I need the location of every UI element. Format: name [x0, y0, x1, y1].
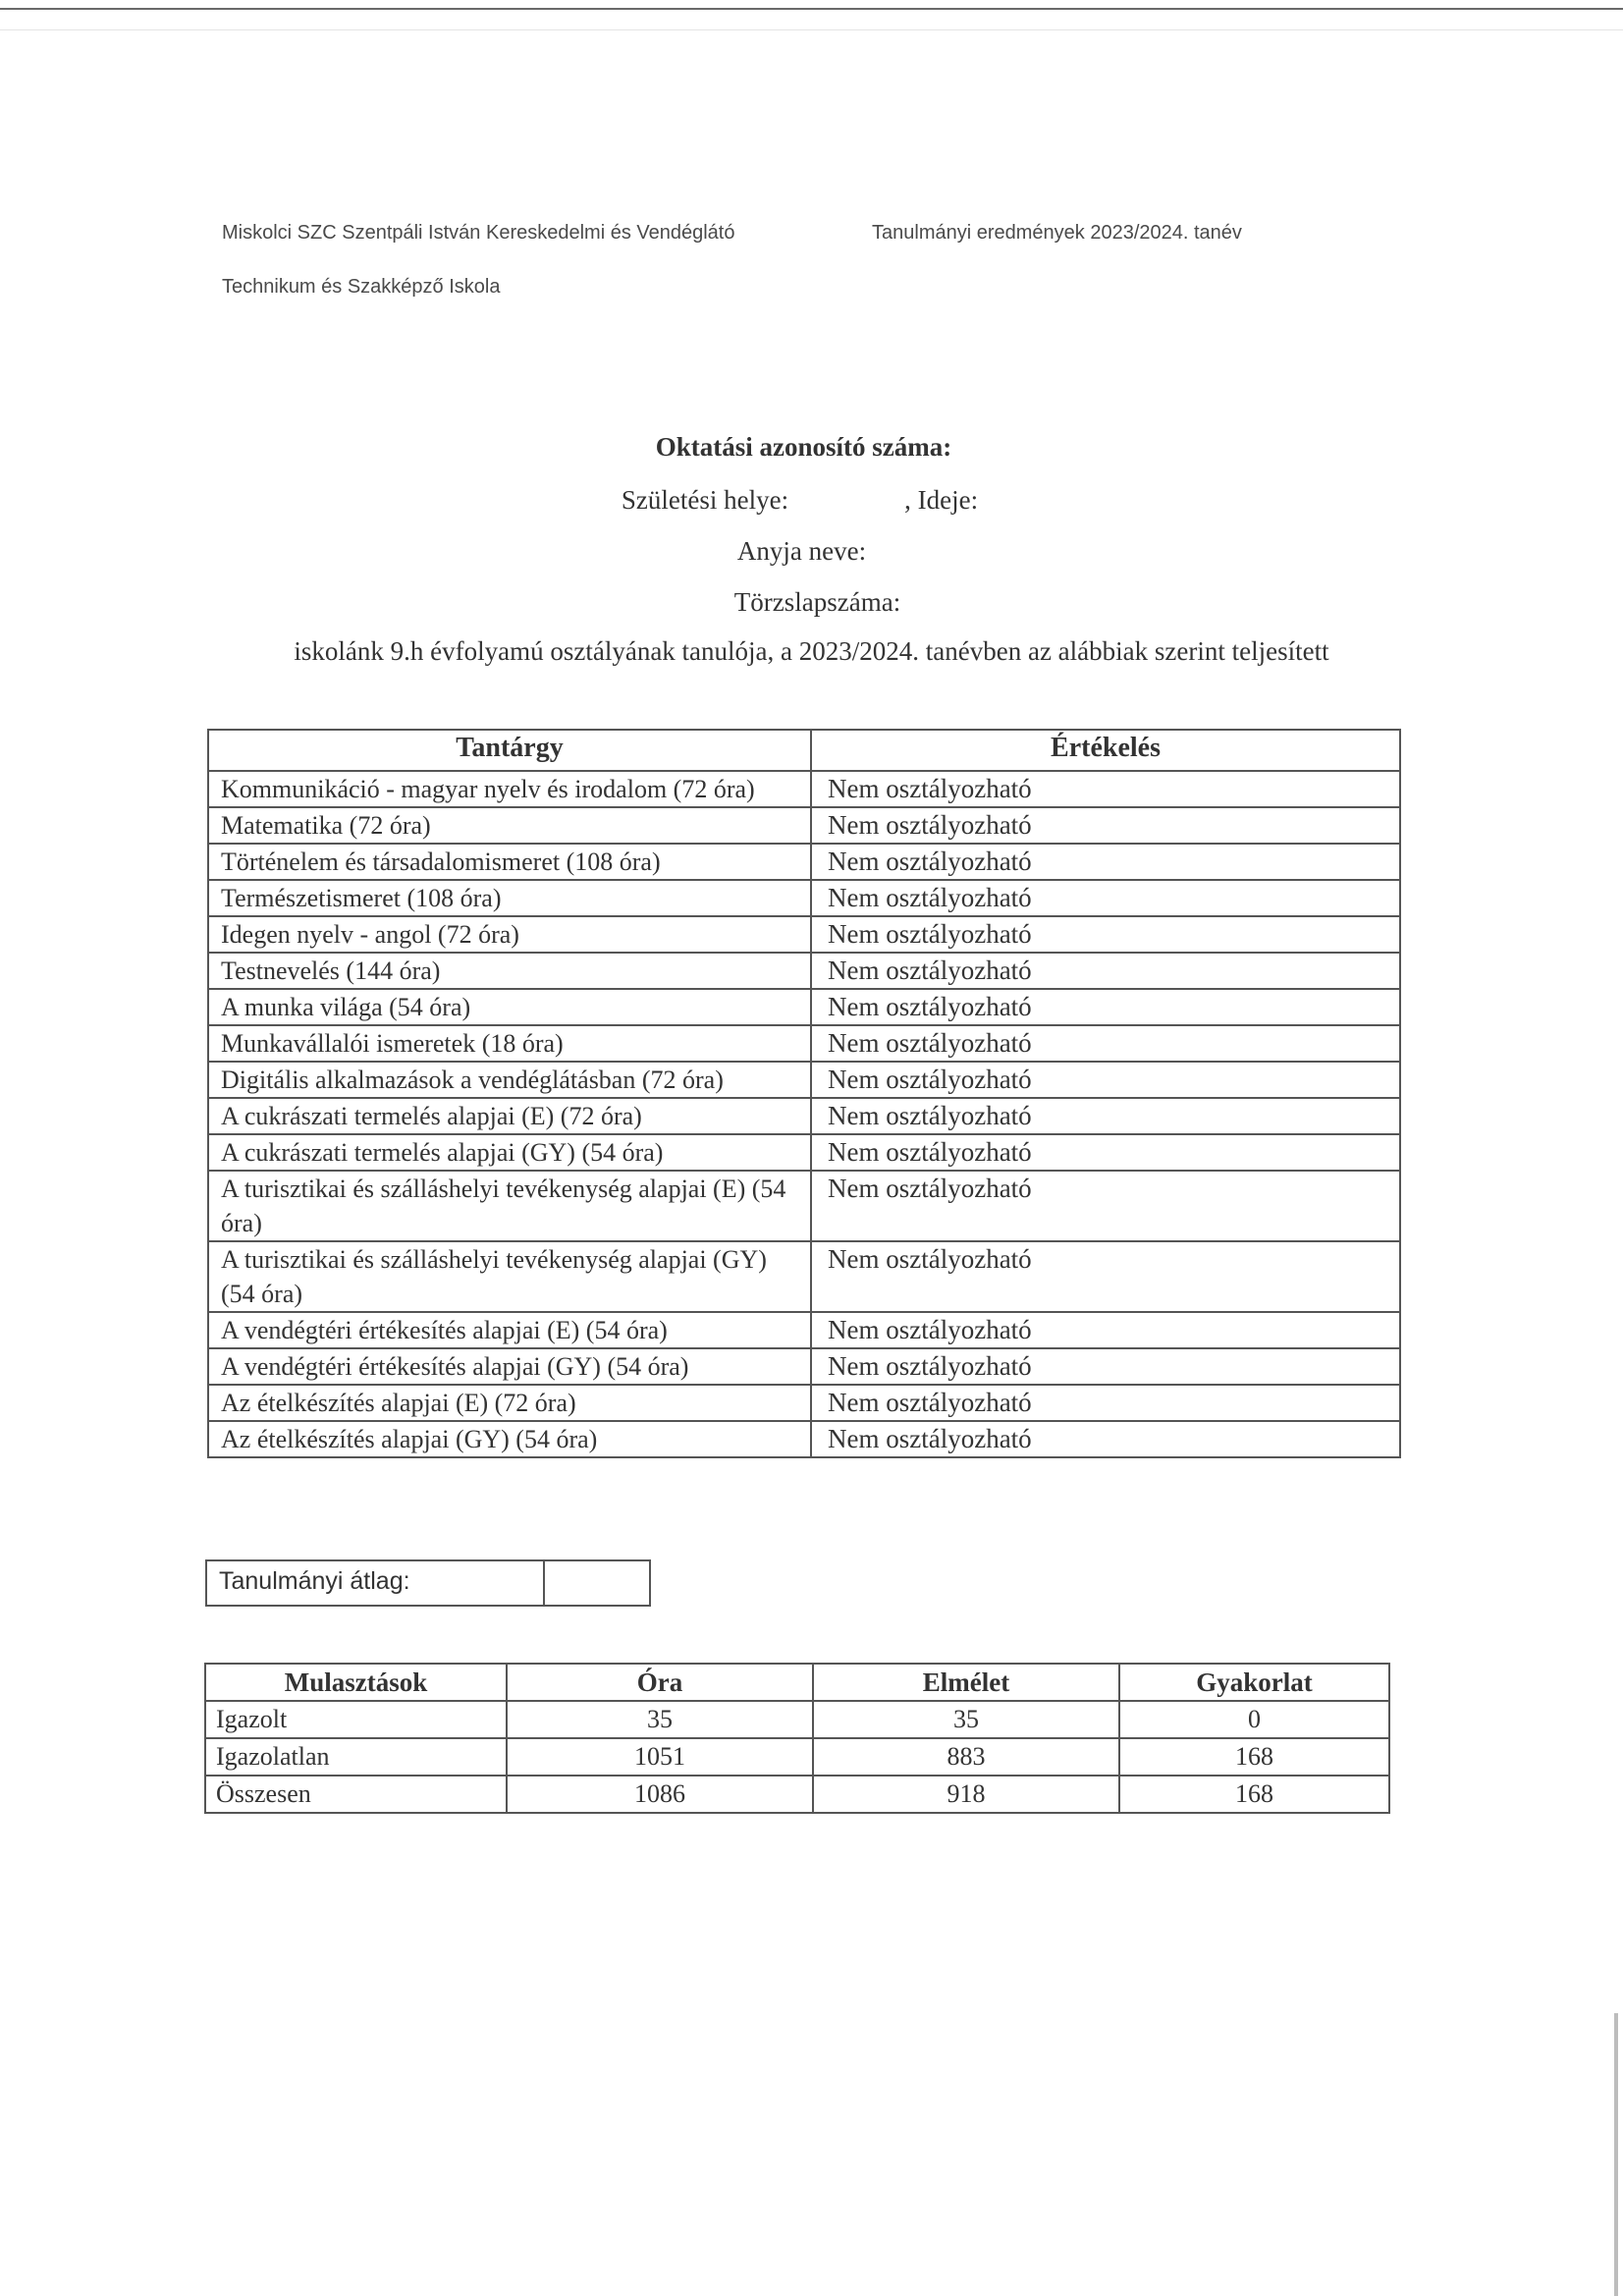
- school-name-line-1: Miskolci SZC Szentpáli István Kereskedelmi és Vendéglátó: [222, 222, 735, 244]
- birth-line: [0, 485, 1611, 516]
- subject-cell: Idegen nyelv - angol (72 óra): [208, 916, 811, 953]
- absence-theory-cell: 883: [813, 1738, 1119, 1776]
- subject-cell: Testnevelés (144 óra): [208, 953, 811, 989]
- subject-cell: A turisztikai és szálláshelyi tevékenység alapjai (GY) (54 óra): [208, 1241, 811, 1312]
- average-label: Tanulmányi átlag:: [207, 1561, 545, 1605]
- absences-row: [205, 1701, 1389, 1738]
- grades-row: [208, 880, 1400, 916]
- absence-type-cell: Összesen: [205, 1776, 507, 1813]
- birth-place-label: Születési helye:: [621, 485, 789, 515]
- grades-row: [208, 1421, 1400, 1457]
- absences-type-header: Mulasztások: [205, 1664, 507, 1701]
- absences-table: [204, 1663, 1390, 1814]
- absences-row: [205, 1776, 1389, 1813]
- subject-cell: Digitális alkalmazások a vendéglátásban (72 óra): [208, 1062, 811, 1098]
- grade-cell: Nem osztályozható: [811, 1134, 1400, 1171]
- absences-row: [205, 1738, 1389, 1776]
- subject-cell: A munka világa (54 óra): [208, 989, 811, 1025]
- grade-cell: Nem osztályozható: [811, 916, 1400, 953]
- absence-type-cell: Igazolt: [205, 1701, 507, 1738]
- subject-cell: Munkavállalói ismeretek (18 óra): [208, 1025, 811, 1062]
- subject-cell: Az ételkészítés alapjai (GY) (54 óra): [208, 1421, 811, 1457]
- absence-hours-cell: 1051: [507, 1738, 813, 1776]
- grade-cell: Nem osztályozható: [811, 1421, 1400, 1457]
- mother-name-label: Anyja neve:: [736, 536, 867, 566]
- grades-row: [208, 989, 1400, 1025]
- subject-cell: A vendégtéri értékesítés alapjai (E) (54 óra): [208, 1312, 811, 1348]
- grade-cell: Nem osztályozható: [811, 844, 1400, 880]
- scan-edge-top: [0, 8, 1623, 10]
- grades-row: [208, 1241, 1400, 1312]
- absence-practice-cell: 0: [1119, 1701, 1389, 1738]
- subject-column-header: Tantárgy: [208, 730, 811, 771]
- grade-cell: Nem osztályozható: [811, 771, 1400, 807]
- grade-cell: Nem osztályozható: [811, 1241, 1400, 1312]
- average-value: [545, 1561, 649, 1605]
- subject-cell: Természetismeret (108 óra): [208, 880, 811, 916]
- grade-cell: Nem osztályozható: [811, 953, 1400, 989]
- grades-row: [208, 1312, 1400, 1348]
- grade-cell: Nem osztályozható: [811, 807, 1400, 844]
- birth-date-label: , Ideje:: [904, 485, 979, 515]
- grades-row: [208, 1062, 1400, 1098]
- absence-theory-cell: 918: [813, 1776, 1119, 1813]
- absences-header-row: [205, 1664, 1389, 1701]
- scan-edge-top-faint: [0, 29, 1623, 30]
- performance-description: iskolánk 9.h évfolyamú osztályának tanulója, a 2023/2024. tanévben az alábbiak szerint teljesített: [294, 636, 1329, 666]
- grades-row: [208, 1098, 1400, 1134]
- grade-cell: Nem osztályozható: [811, 1098, 1400, 1134]
- grade-cell: Nem osztályozható: [811, 1025, 1400, 1062]
- grades-row: [208, 1385, 1400, 1421]
- grade-cell: Nem osztályozható: [811, 1385, 1400, 1421]
- grades-row: [208, 771, 1400, 807]
- grade-cell: Nem osztályozható: [811, 1348, 1400, 1385]
- absence-hours-cell: 1086: [507, 1776, 813, 1813]
- grades-row: [208, 844, 1400, 880]
- average-box: [205, 1559, 651, 1607]
- absence-hours-cell: 35: [507, 1701, 813, 1738]
- results-title: Tanulmányi eredmények 2023/2024. tanév: [872, 222, 1242, 244]
- grades-header-row: [208, 730, 1400, 771]
- grades-row: [208, 916, 1400, 953]
- school-name-line-2: Technikum és Szakképző Iskola: [222, 276, 501, 298]
- grades-row: [208, 807, 1400, 844]
- register-number-label: Törzslapszáma:: [733, 587, 901, 617]
- grades-row: [208, 1025, 1400, 1062]
- grade-cell: Nem osztályozható: [811, 880, 1400, 916]
- subject-cell: A turisztikai és szálláshelyi tevékenység alapjai (E) (54 óra): [208, 1171, 811, 1241]
- subject-cell: A cukrászati termelés alapjai (E) (72 óra): [208, 1098, 811, 1134]
- absences-practice-header: Gyakorlat: [1119, 1664, 1389, 1701]
- student-id-label: Oktatási azonosító száma:: [655, 432, 952, 462]
- subject-cell: Az ételkészítés alapjai (E) (72 óra): [208, 1385, 811, 1421]
- grades-row: [208, 1348, 1400, 1385]
- grades-row: [208, 1134, 1400, 1171]
- grade-column-header: Értékelés: [811, 730, 1400, 771]
- absence-practice-cell: 168: [1119, 1738, 1389, 1776]
- grade-cell: Nem osztályozható: [811, 1312, 1400, 1348]
- grade-cell: Nem osztályozható: [811, 1062, 1400, 1098]
- scan-edge-right: [1614, 2013, 1618, 2296]
- subject-cell: Matematika (72 óra): [208, 807, 811, 844]
- subject-cell: Kommunikáció - magyar nyelv és irodalom (72 óra): [208, 771, 811, 807]
- grades-row: [208, 953, 1400, 989]
- grade-cell: Nem osztályozható: [811, 989, 1400, 1025]
- absence-practice-cell: 168: [1119, 1776, 1389, 1813]
- absences-theory-header: Elmélet: [813, 1664, 1119, 1701]
- absence-theory-cell: 35: [813, 1701, 1119, 1738]
- subject-cell: A cukrászati termelés alapjai (GY) (54 óra): [208, 1134, 811, 1171]
- grades-row: [208, 1171, 1400, 1241]
- absence-type-cell: Igazolatlan: [205, 1738, 507, 1776]
- grades-table: [207, 729, 1401, 1458]
- subject-cell: A vendégtéri értékesítés alapjai (GY) (54 óra): [208, 1348, 811, 1385]
- subject-cell: Történelem és társadalomismeret (108 óra): [208, 844, 811, 880]
- absences-hours-header: Óra: [507, 1664, 813, 1701]
- grade-cell: Nem osztályozható: [811, 1171, 1400, 1241]
